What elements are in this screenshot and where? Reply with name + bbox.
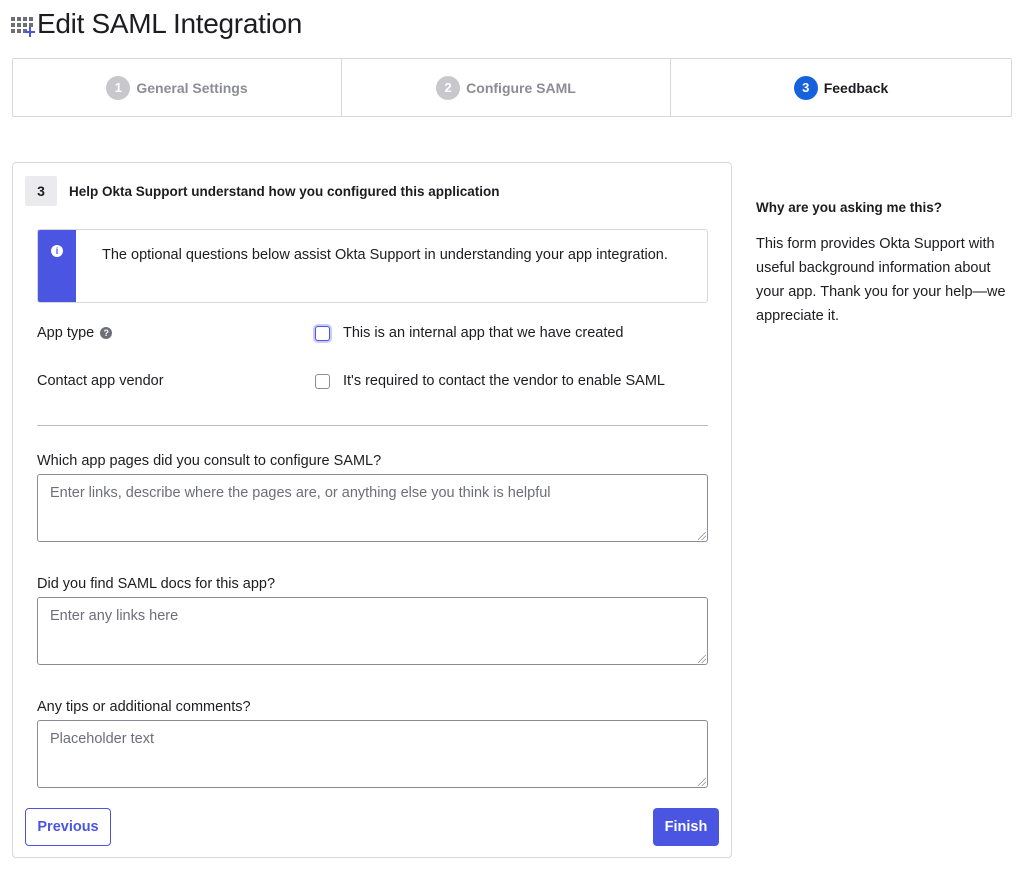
resize-grip-icon[interactable] [698,655,706,663]
finish-button[interactable]: Finish [653,808,719,846]
app-pages-label: Which app pages did you consult to configure SAML? [37,453,382,469]
info-callout [37,229,708,303]
step-general-settings[interactable] [13,59,342,116]
step-configure-saml[interactable] [342,59,671,116]
comments-label: Any tips or additional comments? [37,699,251,715]
aside-body: This form provides Okta Support with useful background information about your app. Thank you for your help—we appreciate it. [756,236,1006,324]
internal-app-checkbox-label[interactable]: This is an internal app that we have created [343,325,624,341]
contact-vendor-label-text: Contact app vendor [37,373,164,389]
step-number: 3 [794,76,818,100]
internal-app-checkbox[interactable] [315,326,330,341]
previous-button[interactable]: Previous [25,808,111,846]
help-aside [756,200,1018,328]
wizard-stepper [12,58,1012,117]
contact-vendor-checkbox-label[interactable]: It's required to contact the vendor to enable SAML [343,373,665,389]
step-feedback[interactable] [671,59,1011,116]
contact-vendor-checkbox[interactable] [315,374,330,389]
aside-title: Why are you asking me this? [756,200,943,215]
step-number: 1 [106,76,130,100]
app-grid-add-icon [11,10,35,38]
app-type-row [37,325,707,341]
app-pages-placeholder: Enter links, describe where the pages are, or anything else you think is helpful [50,485,551,501]
section-header [25,176,500,206]
divider [37,425,708,426]
app-type-label [37,325,315,341]
step-label: Feedback [823,79,889,96]
app-pages-textarea[interactable] [37,474,708,542]
saml-docs-placeholder: Enter any links here [50,608,179,624]
comments-placeholder: Placeholder text [50,731,154,747]
comments-textarea[interactable] [37,720,708,788]
section-number: 3 [25,176,57,206]
page-header [11,8,302,40]
page-title: Edit SAML Integration [37,8,303,39]
contact-vendor-row [37,373,707,389]
contact-vendor-label [37,373,315,389]
step-number: 2 [436,76,460,100]
resize-grip-icon[interactable] [698,532,706,540]
help-icon[interactable]: ? [100,327,112,339]
feedback-form-card [12,162,732,858]
callout-accent-bar [38,230,76,302]
resize-grip-icon[interactable] [698,778,706,786]
info-icon: i [51,245,63,257]
callout-text: The optional questions below assist Okta Support in understanding your app integration. [102,247,668,263]
app-type-label-text: App type [37,325,95,341]
saml-docs-label: Did you find SAML docs for this app? [37,576,276,592]
section-title: Help Okta Support understand how you configured this application [69,183,500,199]
saml-docs-textarea[interactable] [37,597,708,665]
step-label: General Settings [136,79,248,96]
step-label: Configure SAML [466,79,576,96]
